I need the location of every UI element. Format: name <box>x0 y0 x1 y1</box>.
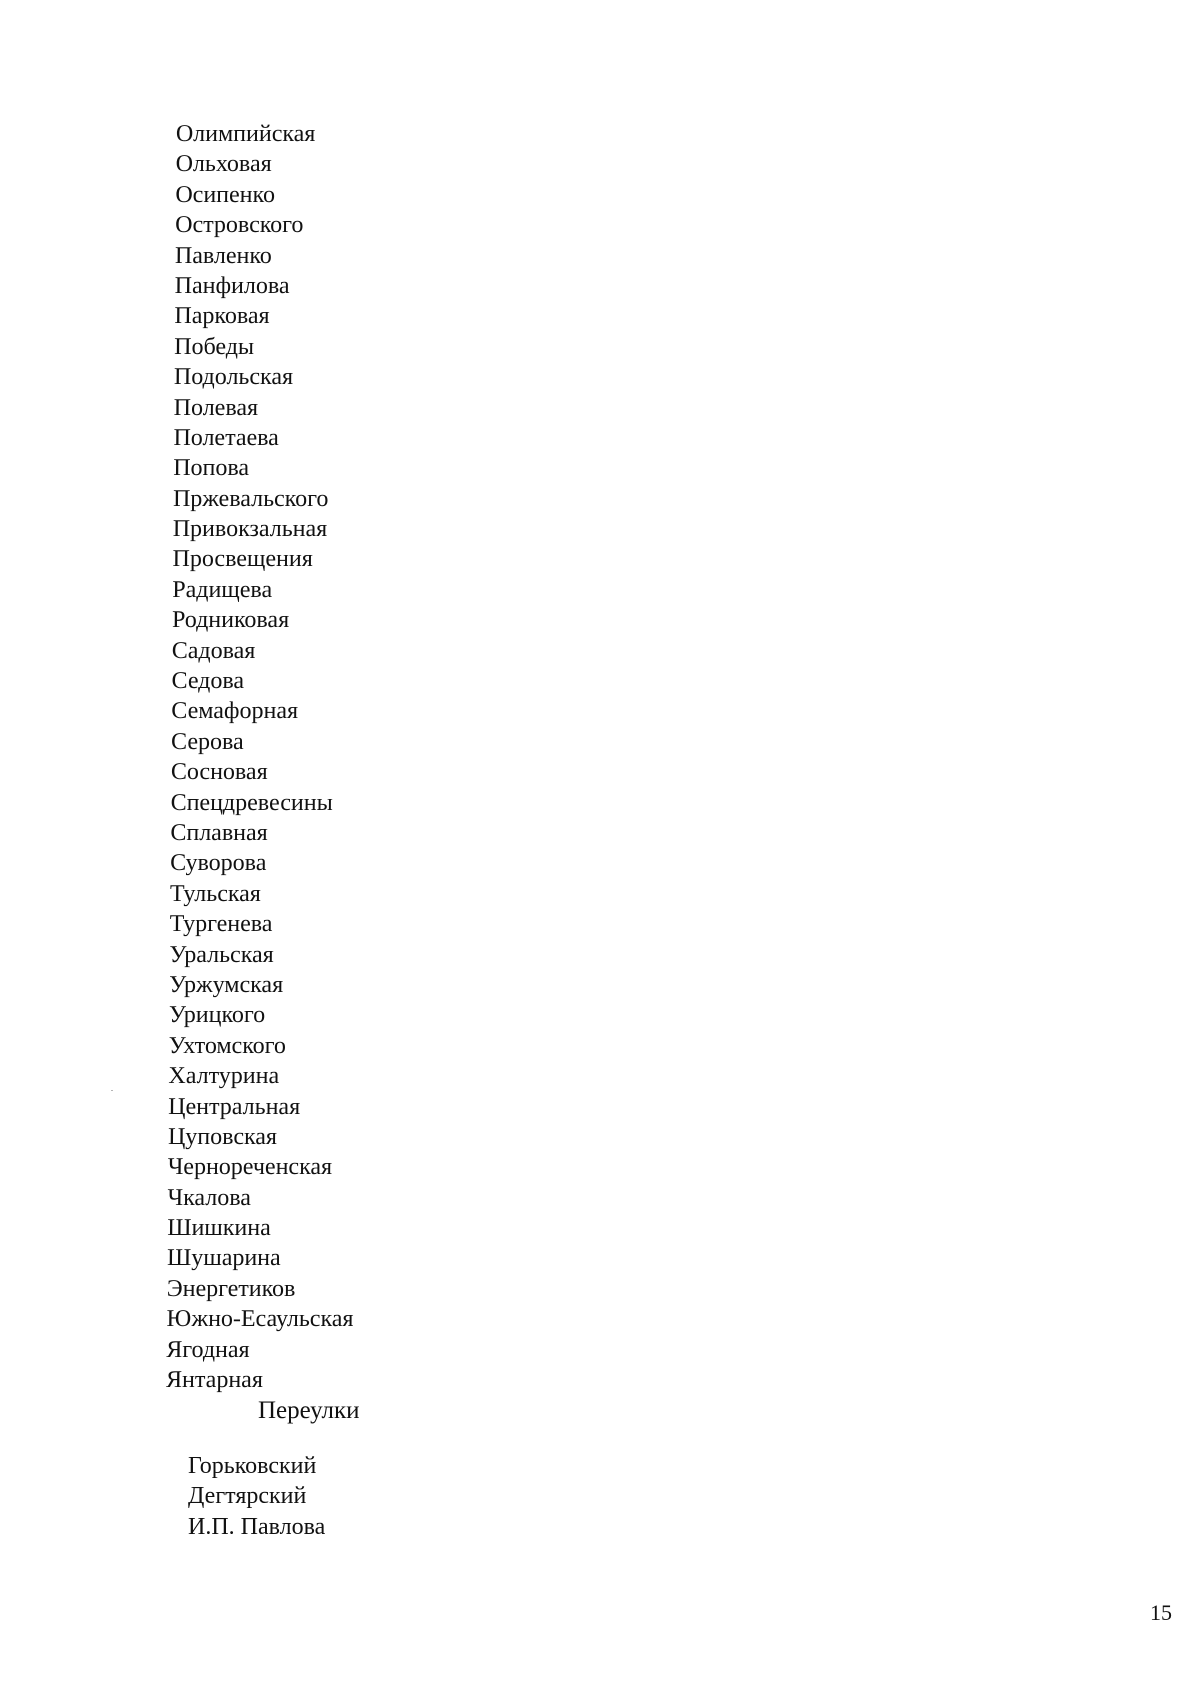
street-item: Шушарина <box>166 1245 281 1272</box>
street-item: Ольховая <box>175 151 272 178</box>
street-item: Олимпийская <box>175 121 316 147</box>
street-item: Сплавная <box>170 819 268 846</box>
street-item: Ягодная <box>166 1336 250 1363</box>
street-item: Садовая <box>171 637 256 664</box>
street-item: Попова <box>173 455 250 482</box>
street-item: Серова <box>171 728 244 755</box>
street-item: Полевая <box>173 394 259 421</box>
street-item: Южно-Есаульская <box>166 1306 354 1333</box>
street-item: Шишкина <box>167 1215 271 1242</box>
street-item: Цуповская <box>167 1123 278 1150</box>
lanes-heading: Переулки <box>258 1397 360 1424</box>
street-list <box>166 119 363 1395</box>
street-item: Островского <box>175 212 304 239</box>
street-item: Тульская <box>169 880 262 907</box>
street-item: Чкалова <box>167 1184 252 1211</box>
street-item: Тургенева <box>169 911 273 938</box>
street-item: Просвещения <box>172 546 313 573</box>
lane-item: Дегтярский <box>188 1483 307 1510</box>
street-item: Седова <box>171 668 245 695</box>
street-item: Павленко <box>174 242 272 269</box>
street-item: Урицкого <box>168 1002 266 1029</box>
street-item: Подольская <box>173 364 294 391</box>
street-item: Халтурина <box>168 1063 280 1090</box>
street-item: Полетаева <box>173 424 280 451</box>
street-item: Пржевальского <box>172 485 329 512</box>
street-item: Панфилова <box>174 272 290 299</box>
street-item: Сосновая <box>170 759 268 786</box>
street-item: Спецдревесины <box>170 789 333 816</box>
street-item: Чернореченская <box>167 1154 333 1181</box>
street-item: Уральская <box>169 941 274 968</box>
street-item: Энергетиков <box>166 1275 296 1302</box>
lane-item: И.П. Павлова <box>188 1513 326 1540</box>
street-item: Янтарная <box>165 1367 264 1394</box>
street-item: Суворова <box>170 850 267 877</box>
street-item: Осипенко <box>175 181 276 208</box>
street-item: Родниковая <box>171 607 290 634</box>
page-number: 15 <box>1150 1600 1172 1625</box>
scan-speck <box>111 1090 113 1091</box>
street-item: Семафорная <box>171 698 299 725</box>
street-item: Привокзальная <box>172 516 328 543</box>
street-item: Уржумская <box>169 971 284 998</box>
street-item: Победы <box>174 333 255 360</box>
lane-list <box>188 1451 325 1542</box>
street-item: Центральная <box>168 1093 301 1120</box>
lane-item: Горьковский <box>188 1453 317 1479</box>
street-item: Парковая <box>174 303 270 330</box>
street-item: Ухтомского <box>168 1032 287 1059</box>
street-item: Радищева <box>172 576 273 603</box>
